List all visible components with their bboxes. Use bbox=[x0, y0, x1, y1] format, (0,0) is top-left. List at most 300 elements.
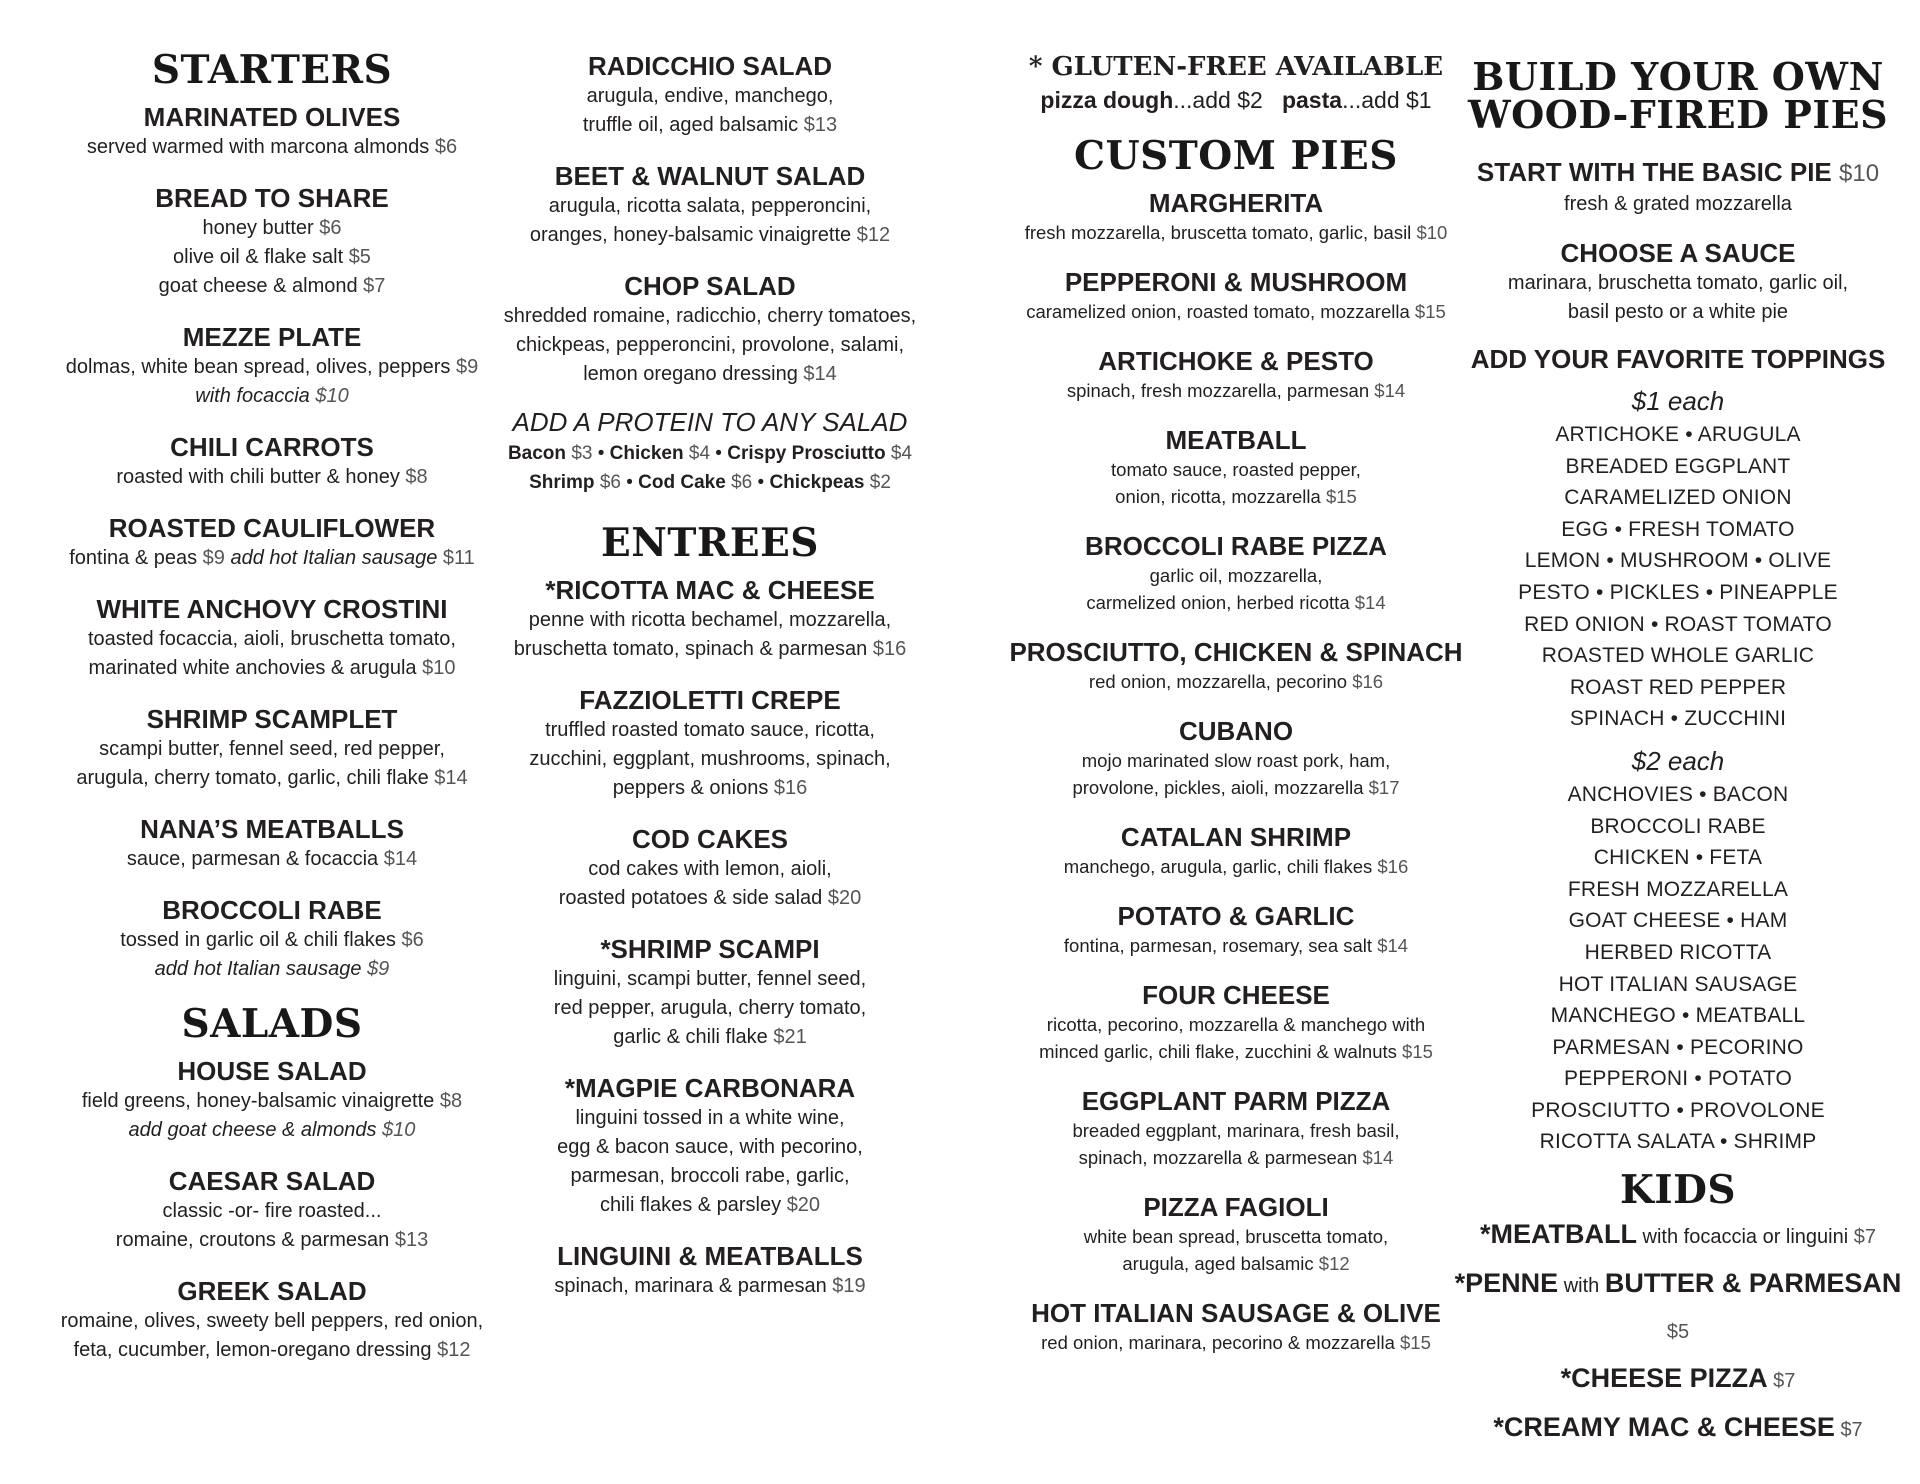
topping-row: SPINACH • ZUCCHINI bbox=[1569, 707, 1787, 731]
menu-item-desc bbox=[42, 1336, 502, 1365]
gluten-free-options bbox=[1006, 82, 1466, 118]
kids-item-name: *CHEESE PIZZA bbox=[1560, 1363, 1768, 1393]
menu-item-name: CHOP SALAD bbox=[624, 271, 796, 301]
two-dollar-toppings bbox=[1443, 779, 1913, 1158]
price: $14 bbox=[1362, 1146, 1394, 1168]
topping-row: CHICKEN • FETA bbox=[1593, 846, 1763, 870]
menu-item-name: WHITE ANCHOVY CROSTINI bbox=[96, 593, 448, 624]
menu-item-desc bbox=[480, 855, 940, 884]
kids-title: KIDS bbox=[1619, 1167, 1737, 1214]
desc-text: add goat cheese & almonds bbox=[128, 1118, 377, 1141]
menu-item bbox=[42, 1055, 502, 1145]
price: $15 bbox=[1414, 300, 1446, 322]
desc-text: red onion, mozzarella, pecorino bbox=[1088, 670, 1348, 692]
menu-item bbox=[42, 593, 502, 683]
menu-item-name: MARINATED OLIVES bbox=[143, 101, 401, 132]
menu-item-desc bbox=[480, 716, 940, 745]
choose-sauce bbox=[1443, 237, 1913, 327]
starters-title: STARTERS bbox=[151, 47, 393, 93]
basic-pie-label: START WITH THE BASIC PIE bbox=[1476, 157, 1832, 187]
menu-item bbox=[480, 684, 940, 803]
menu-item-name: CUBANO bbox=[1178, 715, 1294, 746]
kids-item-name2: BUTTER & PARMESAN bbox=[1604, 1268, 1902, 1298]
column-salads-entrees bbox=[480, 50, 940, 1321]
price: $6 bbox=[434, 135, 458, 158]
desc-text: red onion, marinara, pecorino & mozzarella bbox=[1041, 1331, 1395, 1353]
menu-item-desc bbox=[480, 1133, 940, 1162]
desc-text: minced garlic, chili flake, zucchini & walnuts bbox=[1039, 1040, 1397, 1062]
menu-item-desc bbox=[480, 965, 940, 994]
custom-pies-title: CUSTOM PIES bbox=[1074, 133, 1398, 179]
desc-text: spinach, marinara & parmesan bbox=[554, 1274, 827, 1297]
entrees-title: ENTREES bbox=[601, 520, 819, 566]
menu-item-desc bbox=[1006, 774, 1466, 801]
kids-item-price: $7 bbox=[1853, 1226, 1876, 1248]
menu-item-desc bbox=[1006, 932, 1466, 959]
menu-item-desc bbox=[480, 1272, 940, 1301]
price: $8 bbox=[439, 1089, 463, 1112]
menu-item-desc bbox=[42, 1116, 502, 1145]
menu-item-name: COD CAKES bbox=[631, 823, 788, 854]
desc-text: roasted with chili butter & honey bbox=[116, 465, 400, 488]
price: $15 bbox=[1400, 1331, 1431, 1353]
desc-text: ricotta, pecorino, mozzarella & manchego with bbox=[1046, 1013, 1426, 1035]
topping-row: ARTICHOKE • ARUGULA bbox=[1555, 423, 1801, 446]
menu-item-desc bbox=[42, 1226, 502, 1255]
desc-text: add hot Italian sausage bbox=[154, 957, 362, 980]
menu-item-desc bbox=[42, 926, 502, 955]
menu-item-name: NANA’S MEATBALLS bbox=[140, 813, 404, 844]
desc-text: scampi butter, fennel seed, red pepper, bbox=[99, 737, 445, 760]
kids-item-price: $5 bbox=[1666, 1321, 1690, 1343]
desc-text: onion, ricotta, mozzarella bbox=[1115, 485, 1321, 507]
menu-item-name: BEET & WALNUT SALAD bbox=[554, 161, 866, 191]
menu-item bbox=[1006, 187, 1466, 246]
desc-text: linguini, scampi butter, fennel seed, bbox=[553, 967, 867, 990]
menu-item-desc bbox=[480, 994, 940, 1023]
menu-item-name: BREAD TO SHARE bbox=[155, 182, 389, 213]
protein-price: $4 bbox=[688, 443, 711, 464]
menu-item bbox=[1006, 530, 1466, 616]
kids-item bbox=[1443, 1211, 1913, 1260]
desc-text: fontina, parmesan, rosemary, sea salt bbox=[1063, 934, 1373, 956]
desc-text: honey butter bbox=[202, 216, 314, 239]
menu-item bbox=[1006, 900, 1466, 959]
menu-item bbox=[42, 1275, 502, 1365]
price: $19 bbox=[832, 1274, 866, 1297]
desc-text: truffle oil, aged balsamic bbox=[582, 114, 799, 136]
price: $14 bbox=[1374, 379, 1406, 401]
price: $6 bbox=[401, 928, 424, 951]
menu-item bbox=[42, 1165, 502, 1255]
menu-item bbox=[1006, 266, 1466, 325]
desc-text: red pepper, arugula, cherry tomato, bbox=[553, 996, 867, 1019]
menu-item-desc bbox=[1006, 1117, 1466, 1144]
topping-row: HERBED RICOTTA bbox=[1584, 940, 1772, 964]
desc-text: marinated white anchovies & arugula bbox=[88, 656, 417, 679]
price: $17 bbox=[1368, 776, 1400, 798]
kids-item-detail: with focaccia or linguini bbox=[1642, 1226, 1849, 1248]
menu-item bbox=[1006, 1191, 1466, 1277]
menu-item-name: ARTICHOKE & PESTO bbox=[1098, 345, 1374, 376]
topping-row: BROCCOLI RABE bbox=[1590, 814, 1766, 838]
menu-item-name: PIZZA FAGIOLI bbox=[1143, 1191, 1329, 1222]
topping-row: PARMESAN • PECORINO bbox=[1552, 1035, 1804, 1059]
menu-item-name: LINGUINI & MEATBALLS bbox=[557, 1240, 863, 1271]
menu-item-name: CAESAR SALAD bbox=[168, 1165, 376, 1196]
topping-row: GOAT CHEESE • HAM bbox=[1568, 909, 1788, 933]
gf-pizza-text: ...add $2 bbox=[1173, 87, 1263, 113]
menu-item-name: MEATBALL bbox=[1165, 424, 1307, 455]
menu-item bbox=[42, 101, 502, 162]
topping-row: RED ONION • ROAST TOMATO bbox=[1524, 612, 1832, 636]
desc-text: peppers & onions bbox=[612, 776, 769, 799]
one-dollar-heading: $1 each bbox=[1631, 386, 1725, 416]
menu-item-desc bbox=[1006, 1223, 1466, 1250]
menu-item bbox=[1006, 636, 1466, 695]
price: $16 bbox=[872, 637, 907, 660]
protein-name: Cod Cake bbox=[638, 472, 726, 493]
menu-item bbox=[1006, 1085, 1466, 1171]
topping-row: HOT ITALIAN SAUSAGE bbox=[1558, 972, 1798, 996]
price: $20 bbox=[827, 886, 862, 909]
protein-row: Bacon $3 • Chicken $4 • Crispy Prosciutto $4 bbox=[507, 443, 913, 464]
menu-item-desc bbox=[480, 635, 940, 664]
price: $12 bbox=[437, 1338, 471, 1361]
menu-item-desc bbox=[42, 735, 502, 764]
price: $15 bbox=[1325, 485, 1357, 507]
desc-text: arugula, cherry tomato, garlic, chili flake bbox=[76, 766, 429, 789]
price: $12 bbox=[856, 224, 891, 246]
menu-item-name: MARGHERITA bbox=[1148, 187, 1324, 218]
salads-list-continued bbox=[480, 50, 940, 389]
menu-item-desc bbox=[42, 133, 502, 162]
menu-item-desc bbox=[480, 884, 940, 913]
basic-pie-price: $10 bbox=[1839, 160, 1880, 187]
price: $10 bbox=[315, 384, 349, 407]
menu-item-desc bbox=[1006, 1250, 1466, 1277]
menu-item bbox=[42, 813, 502, 874]
menu-item bbox=[1006, 1297, 1466, 1356]
menu-item-desc bbox=[42, 272, 502, 301]
desc-text: truffled roasted tomato sauce, ricotta, bbox=[545, 718, 875, 741]
menu-item bbox=[480, 933, 940, 1052]
menu-item-desc bbox=[42, 845, 502, 874]
menu-item-desc bbox=[1006, 1144, 1466, 1171]
basic-pie-desc: fresh & grated mozzarella bbox=[1564, 193, 1792, 215]
menu-item bbox=[1006, 345, 1466, 404]
kids-list bbox=[1443, 1211, 1913, 1453]
menu-item-desc bbox=[480, 302, 940, 331]
menu-item-name: FAZZIOLETTI CREPE bbox=[579, 684, 841, 715]
price: $10 bbox=[422, 656, 456, 679]
price: $14 bbox=[1377, 934, 1409, 956]
menu-item-desc bbox=[42, 243, 502, 272]
menu-item-desc bbox=[480, 82, 940, 111]
one-dollar-toppings bbox=[1443, 419, 1913, 735]
kids-item bbox=[1443, 1355, 1913, 1404]
desc-text: dolmas, white bean spread, olives, peppers bbox=[65, 355, 451, 378]
kids-item bbox=[1443, 1260, 1913, 1355]
topping-row: BREADED EGGPLANT bbox=[1565, 454, 1791, 478]
desc-text: caramelized onion, roasted tomato, mozzarella bbox=[1026, 300, 1410, 322]
desc-text: chili flakes & parsley bbox=[599, 1193, 782, 1216]
menu-item-desc bbox=[42, 764, 502, 793]
menu-item-name: BROCCOLI RABE PIZZA bbox=[1085, 530, 1387, 561]
desc-text: olive oil & flake salt bbox=[173, 245, 344, 268]
kids-item-price: $7 bbox=[1840, 1419, 1863, 1441]
menu-item bbox=[480, 823, 940, 913]
menu-item-desc bbox=[480, 331, 940, 360]
desc-text: manchego, arugula, garlic, chili flakes bbox=[1063, 855, 1373, 877]
menu-item-name: CATALAN SHRIMP bbox=[1120, 821, 1352, 852]
menu-item-name: ROASTED CAULIFLOWER bbox=[108, 512, 436, 543]
desc-text: zucchini, eggplant, mushrooms, spinach, bbox=[529, 747, 891, 770]
menu-item bbox=[1006, 715, 1466, 801]
protein-name: Bacon bbox=[507, 443, 567, 464]
desc-text: garlic oil, mozzarella, bbox=[1149, 564, 1323, 586]
menu-item bbox=[1006, 979, 1466, 1065]
kids-item-name: *MEATBALL bbox=[1479, 1219, 1637, 1249]
price: $13 bbox=[803, 114, 838, 136]
protein-name: Chickpeas bbox=[769, 472, 865, 493]
menu-item bbox=[42, 703, 502, 793]
kids-item-detail: with bbox=[1563, 1275, 1600, 1297]
menu-item bbox=[42, 431, 502, 492]
menu-item bbox=[480, 50, 940, 140]
menu-item-desc bbox=[480, 1023, 940, 1052]
price: $14 bbox=[1354, 591, 1386, 613]
menu-item-desc bbox=[1006, 483, 1466, 510]
menu-item-desc bbox=[42, 1087, 502, 1116]
topping-row: CARAMELIZED ONION bbox=[1564, 486, 1792, 510]
menu-item-desc bbox=[1006, 562, 1466, 589]
menu-item bbox=[480, 574, 940, 664]
desc-text: carmelized onion, herbed ricotta bbox=[1086, 591, 1350, 613]
price: $9 bbox=[367, 957, 390, 980]
gf-pasta-text: ...add $1 bbox=[1342, 87, 1432, 113]
menu-item bbox=[480, 1240, 940, 1301]
topping-row: PESTO • PICKLES • PINEAPPLE bbox=[1518, 580, 1838, 604]
menu-item-desc bbox=[42, 544, 502, 573]
protein-row: Shrimp $6 • Cod Cake $6 • Chickpeas $2 bbox=[529, 472, 891, 493]
desc-text: spinach, mozzarella & parmesean bbox=[1078, 1146, 1358, 1168]
menu-item-name: MEZZE PLATE bbox=[182, 321, 362, 352]
entrees-list bbox=[480, 574, 940, 1301]
price: $16 bbox=[1377, 855, 1409, 877]
menu-item-desc bbox=[480, 1162, 940, 1191]
menu-item bbox=[1006, 424, 1466, 510]
menu-item-name: EGGPLANT PARM PIZZA bbox=[1081, 1085, 1391, 1116]
price: $12 bbox=[1318, 1252, 1350, 1274]
price: $16 bbox=[773, 776, 808, 799]
menu-item-name: PEPPERONI & MUSHROOM bbox=[1064, 266, 1408, 297]
price: $16 bbox=[1352, 670, 1384, 692]
desc-text: white bean spread, bruscetta tomato, bbox=[1083, 1225, 1389, 1247]
menu-item-name: GREEK SALAD bbox=[177, 1275, 367, 1306]
menu-item-desc bbox=[1006, 377, 1466, 404]
menu-item-name: RADICCHIO SALAD bbox=[587, 51, 833, 81]
desc-text: classic -or- fire roasted... bbox=[162, 1199, 382, 1222]
menu-item-desc bbox=[42, 382, 502, 411]
starters-list bbox=[42, 101, 502, 984]
desc-text: fresh mozzarella, bruscetta tomato, garlic, basil bbox=[1024, 221, 1412, 243]
desc-text: served warmed with marcona almonds bbox=[86, 135, 430, 158]
desc-text: goat cheese & almond bbox=[158, 274, 358, 297]
desc-text: provolone, pickles, aioli, mozzarella bbox=[1072, 776, 1364, 798]
desc-text: feta, cucumber, lemon-oregano dressing bbox=[73, 1338, 432, 1361]
desc-text: chickpeas, pepperoncini, provolone, salami, bbox=[516, 334, 904, 356]
desc-text: spinach, fresh mozzarella, parmesan bbox=[1066, 379, 1370, 401]
desc-text: field greens, honey-balsamic vinaigrette bbox=[81, 1089, 435, 1112]
desc-text: roasted potatoes & side salad bbox=[558, 886, 823, 909]
menu-item-desc bbox=[42, 463, 502, 492]
price: $14 bbox=[434, 766, 468, 789]
price: $21 bbox=[773, 1025, 807, 1048]
kids-item-name: *CREAMY MAC & CHEESE bbox=[1493, 1412, 1835, 1442]
desc-text: arugula, endive, manchego, bbox=[586, 85, 834, 107]
price: $14 bbox=[803, 363, 837, 385]
topping-row: ROASTED WHOLE GARLIC bbox=[1541, 644, 1815, 668]
price: $15 bbox=[1402, 1040, 1433, 1062]
menu-item-desc bbox=[42, 214, 502, 243]
menu-item-name: FOUR CHEESE bbox=[1142, 979, 1330, 1010]
desc-text: toasted focaccia, aioli, bruschetta tomato, bbox=[88, 627, 456, 650]
choose-sauce-line: marinara, bruschetta tomato, garlic oil, bbox=[1507, 272, 1849, 294]
price: $8 bbox=[405, 465, 428, 488]
menu-item bbox=[480, 270, 940, 389]
price: $10 bbox=[382, 1118, 416, 1141]
price: $20 bbox=[786, 1193, 821, 1216]
menu-item-desc bbox=[480, 360, 940, 389]
price: $10 bbox=[1416, 221, 1448, 243]
desc-text: lemon oregano dressing bbox=[583, 363, 798, 385]
salads-list bbox=[42, 1055, 502, 1365]
topping-row: ANCHOVIES • BACON bbox=[1567, 782, 1789, 806]
topping-row: PEPPERONI • POTATO bbox=[1564, 1067, 1792, 1091]
desc-text: breaded eggplant, marinara, fresh basil, bbox=[1072, 1119, 1400, 1141]
desc-text: garlic & chili flake bbox=[613, 1025, 768, 1048]
protein-name: Shrimp bbox=[529, 472, 595, 493]
menu-item-name: HOT ITALIAN SAUSAGE & OLIVE bbox=[1031, 1297, 1441, 1328]
price: $5 bbox=[348, 245, 371, 268]
protein-price: $4 bbox=[890, 443, 913, 464]
menu-item bbox=[480, 1072, 940, 1220]
menu-item-desc bbox=[42, 654, 502, 683]
gluten-free-note bbox=[1006, 52, 1466, 118]
topping-row: ROAST RED PEPPER bbox=[1569, 675, 1787, 699]
desc-text: oranges, honey-balsamic vinaigrette bbox=[529, 224, 852, 246]
protein-heading: ADD A PROTEIN TO ANY SALAD bbox=[512, 407, 908, 437]
menu-item-name: *MAGPIE CARBONARA bbox=[564, 1072, 856, 1103]
menu-item-desc bbox=[1006, 456, 1466, 483]
addon-text: add hot Italian sausage bbox=[230, 546, 438, 569]
menu-item-desc bbox=[480, 192, 940, 221]
kids-item-name: *PENNE bbox=[1454, 1268, 1559, 1298]
menu-item bbox=[42, 321, 502, 411]
protein-name: Chicken bbox=[609, 443, 684, 464]
column-starters-salads bbox=[42, 47, 502, 1385]
desc-text: cod cakes with lemon, aioli, bbox=[588, 857, 832, 880]
menu-item-desc bbox=[480, 1191, 940, 1220]
protein-price: $3 bbox=[571, 443, 593, 464]
menu-item-desc bbox=[480, 745, 940, 774]
desc-text: bruschetta tomato, spinach & parmesan bbox=[513, 637, 868, 660]
menu-item-desc bbox=[42, 625, 502, 654]
desc-text: linguini tossed in a white wine, bbox=[575, 1106, 845, 1129]
desc-text: shredded romaine, radicchio, cherry tomatoes, bbox=[503, 305, 917, 327]
topping-row: RICOTTA SALATA • SHRIMP bbox=[1539, 1130, 1817, 1154]
menu-item-desc bbox=[42, 353, 502, 382]
menu-item-desc bbox=[480, 606, 940, 635]
menu-item-desc bbox=[42, 1307, 502, 1336]
topping-row: MANCHEGO • MEATBALL bbox=[1550, 1004, 1806, 1028]
column-build-your-own bbox=[1443, 54, 1913, 1453]
menu-item-desc bbox=[1006, 853, 1466, 880]
build-title-line1: BUILD YOUR OWN bbox=[1472, 54, 1884, 99]
price: $13 bbox=[394, 1228, 429, 1251]
topping-row: PROSCIUTTO • PROVOLONE bbox=[1531, 1098, 1825, 1122]
menu-item-name: *SHRIMP SCAMPI bbox=[600, 933, 820, 964]
menu-item-desc bbox=[1006, 747, 1466, 774]
kids-item bbox=[1443, 1404, 1913, 1453]
column-custom-pies bbox=[1006, 52, 1466, 1376]
price: $6 bbox=[319, 216, 342, 239]
menu-item bbox=[42, 894, 502, 984]
menu-item bbox=[1006, 821, 1466, 880]
price: $14 bbox=[383, 847, 418, 870]
price: $7 bbox=[363, 274, 386, 297]
menu-item-desc bbox=[1006, 219, 1466, 246]
menu-item-name: CHILI CARROTS bbox=[170, 431, 374, 462]
toppings-heading: ADD YOUR FAVORITE TOPPINGS bbox=[1470, 344, 1886, 374]
price: $9 bbox=[202, 546, 225, 569]
desc-text: sauce, parmesan & focaccia bbox=[126, 847, 379, 870]
menu-item-name: HOUSE SALAD bbox=[177, 1055, 367, 1086]
protein-price: $6 bbox=[731, 472, 753, 493]
protein-name: Crispy Prosciutto bbox=[727, 443, 886, 464]
menu-item-name: BROCCOLI RABE bbox=[162, 894, 382, 925]
menu-item-desc bbox=[1006, 589, 1466, 616]
protein-price: $2 bbox=[869, 472, 891, 493]
topping-row: FRESH MOZZARELLA bbox=[1567, 877, 1789, 901]
choose-sauce-name: CHOOSE A SAUCE bbox=[1560, 238, 1796, 268]
menu-item-desc bbox=[480, 111, 940, 140]
menu-item-desc bbox=[1006, 1011, 1466, 1038]
menu-item bbox=[480, 160, 940, 250]
desc-text: with focaccia bbox=[195, 384, 310, 407]
menu-item-desc bbox=[42, 1197, 502, 1226]
desc-text: romaine, croutons & parmesan bbox=[115, 1228, 390, 1251]
choose-sauce-line: basil pesto or a white pie bbox=[1567, 301, 1789, 323]
menu-item-desc bbox=[1006, 1038, 1466, 1065]
menu-item-desc bbox=[1006, 668, 1466, 695]
kids-item-price: $7 bbox=[1773, 1370, 1796, 1392]
menu-item-name: PROSCIUTTO, CHICKEN & SPINACH bbox=[1009, 636, 1463, 667]
menu-item-desc bbox=[1006, 298, 1466, 325]
desc-text: fontina & peas bbox=[69, 546, 198, 569]
price: $9 bbox=[455, 355, 479, 378]
desc-text: tossed in garlic oil & chili flakes bbox=[120, 928, 396, 951]
desc-text: penne with ricotta bechamel, mozzarella, bbox=[528, 608, 892, 631]
custom-pies-list bbox=[1006, 187, 1466, 1356]
protein-addon bbox=[480, 405, 940, 497]
menu-item-name: POTATO & GARLIC bbox=[1117, 900, 1355, 931]
desc-text: arugula, aged balsamic bbox=[1122, 1252, 1314, 1274]
menu-item-name: *RICOTTA MAC & CHEESE bbox=[545, 574, 875, 605]
build-title-line2: WOOD-FIRED PIES bbox=[1467, 92, 1889, 137]
basic-pie-name bbox=[1443, 156, 1913, 190]
